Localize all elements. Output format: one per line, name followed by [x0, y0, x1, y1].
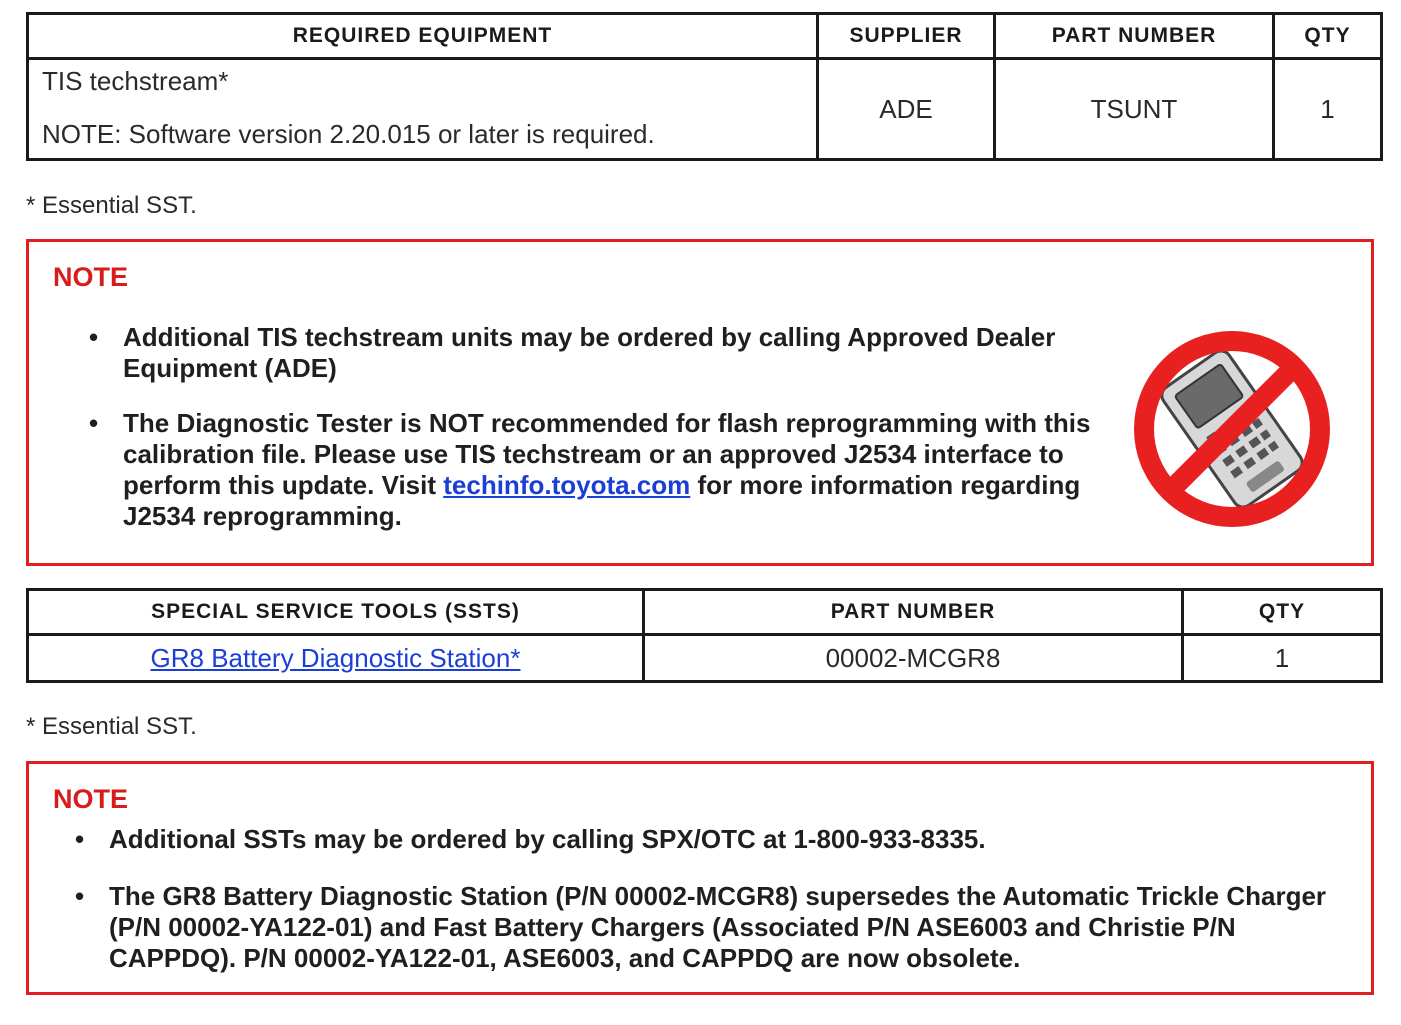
note-text: The Diagnostic Tester is NOT recommended for flash reprogramming with this calibration file. Please use TIS techstream or an approved J2534 interface to perform this update. Visit [123, 408, 1091, 500]
header-supplier: SUPPLIER [818, 14, 995, 59]
essential-sst-footnote: * Essential SST. [26, 192, 197, 219]
header-qty: QTY [1183, 590, 1382, 635]
part-number-cell: TSUNT [995, 59, 1274, 160]
table-row [28, 59, 1382, 160]
qty-cell: 1 [1274, 59, 1382, 160]
special-service-tools-table [26, 588, 1383, 683]
qty-cell: 1 [1183, 635, 1382, 682]
table-header-row [28, 590, 1382, 635]
list-item: • The GR8 Battery Diagnostic Station (P/N 00002-MCGR8) supersedes the Automatic Trickle Charger (P/N 00002-YA122-01) and Fast Battery Chargers (Associated P/N ASE6003 and Christie P/N CAPPDQ). P/N 00002-YA122-01, ASE6003, and CAPPDQ are now obsolete. [109, 881, 1349, 974]
tool-cell [28, 635, 644, 682]
note-title: NOTE [53, 262, 129, 292]
header-special-service-tools: SPECIAL SERVICE TOOLS (SSTS) [28, 590, 644, 635]
list-item: • Additional TIS techstream units may be ordered by calling Approved Dealer Equipment (ADE) [123, 322, 1113, 384]
header-qty: QTY [1274, 14, 1382, 59]
list-item: • Additional SSTs may be ordered by calling SPX/OTC at 1-800-933-8335. [109, 824, 1349, 855]
note-box-techstream [26, 239, 1374, 566]
list-item [123, 408, 1113, 532]
note-text: for more information regarding J2534 reprogramming. [123, 470, 1081, 531]
equipment-name: TIS techstream* [42, 66, 229, 96]
techinfo-link[interactable]: techinfo.toyota.com [443, 470, 691, 500]
equipment-software-note: NOTE: Software version 2.20.015 or later is required. [42, 119, 655, 149]
note-box-sst [26, 761, 1374, 995]
note-list [123, 322, 1113, 532]
essential-sst-footnote: * Essential SST. [26, 713, 197, 740]
header-required-equipment: REQUIRED EQUIPMENT [28, 14, 818, 59]
no-diagnostic-tester-icon [1129, 326, 1335, 532]
table-header-row [28, 14, 1382, 59]
required-equipment-table [26, 12, 1383, 161]
header-part-number: PART NUMBER [995, 14, 1274, 59]
note-list [109, 824, 1349, 974]
table-row [28, 635, 1382, 682]
note-title: NOTE [53, 784, 129, 814]
gr8-battery-station-link[interactable]: GR8 Battery Diagnostic Station* [150, 642, 521, 673]
header-part-number: PART NUMBER [644, 590, 1183, 635]
equipment-cell [28, 59, 818, 160]
part-number-cell: 00002-MCGR8 [644, 635, 1183, 682]
supplier-cell: ADE [818, 59, 995, 160]
